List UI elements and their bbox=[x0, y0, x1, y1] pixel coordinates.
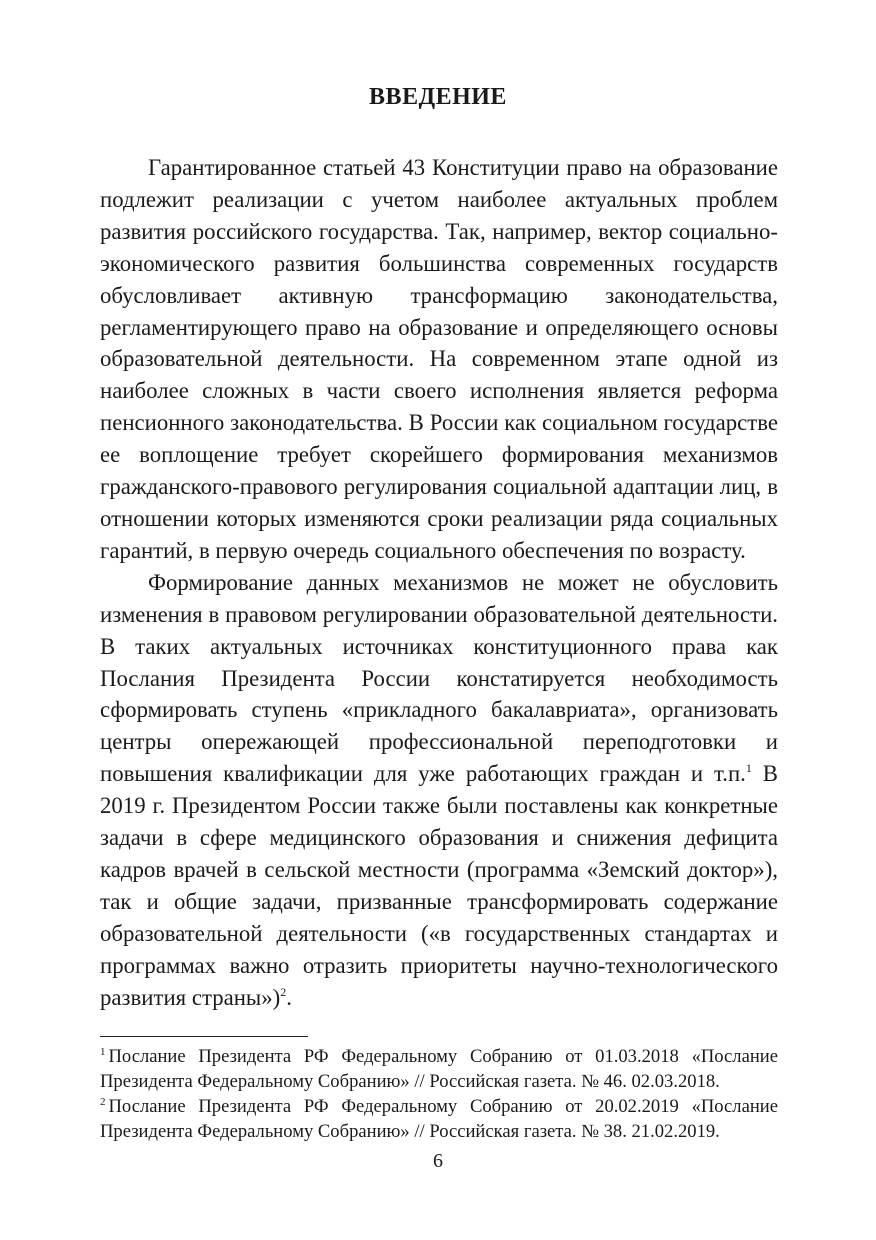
footnote-1 bbox=[100, 1044, 778, 1094]
footnote-text-1: Послание Президента РФ Федеральному Собранию от 01.03.2018 «Послание Президента Федеральному Собранию» // Российская газета. № 46. 02.03.2018. bbox=[100, 1046, 778, 1092]
paragraph-2-part-c: . bbox=[286, 984, 292, 1010]
footnotes bbox=[100, 1044, 778, 1144]
page-number: 6 bbox=[433, 1150, 443, 1172]
paragraph-1: Гарантированное статьей 43 Конституции право на образование подлежит реализации с учетом наиболее актуальных проблем развития российского государства. Так, например, вектор социально-экономического развития большинства современных государств обусловливает активную трансформацию законодательства, регламентирующего право на образование и определяющего основы образовательной деятельности. На современном этапе одной из наиболее сложных в части своего исполнения является реформа пенсионного законодательства. В России как социальном государстве ее воплощение требует скорейшего формирования механизмов гражданского-правового регулирования социальной адаптации лиц, в отношении которых изменяются сроки реализации ряда социальных гарантий, в первую очередь социального обеспечения по возрасту. bbox=[100, 155, 778, 563]
footnote-ref-1: 1 bbox=[745, 761, 752, 776]
footnote-ref-2: 2 bbox=[280, 984, 287, 999]
body-text bbox=[100, 152, 778, 1013]
footnote-separator bbox=[100, 1036, 308, 1037]
paragraph-2-part-b: В 2019 г. Президентом России также были поставлены как конкретные задачи в сфере медицинского образования и снижения дефицита кадров врачей в сельской местности (программа «Земский доктор»), так и общие задачи, призванные трансформировать содержание образовательной деятельности («в государственных стандартах и программах важно отразить приоритеты научно-технологического развития страны») bbox=[100, 761, 779, 1010]
page-title: ВВЕДЕНИЕ bbox=[369, 84, 507, 110]
footnote-text-2: Послание Президента РФ Федеральному Собранию от 20.02.2019 «Послание Президента Федеральному Собранию» // Российская газета. № 38. 21.02.2019. bbox=[100, 1096, 778, 1142]
footnote-marker-1: 1 bbox=[100, 1046, 106, 1058]
footnote-marker-2: 2 bbox=[100, 1096, 106, 1108]
paragraph-2-part-a: Формирование данных механизмов не может не обусловить изменения в правовом регулировании образовательной деятельности. В таких актуальных источниках конституционного права как Послания Президента России констатируется необходимость сформировать ступень «прикладного бакалавриата», организовать центры опережающей профессиональной переподготовки и повышения квалификации для уже работающих граждан и т.п. bbox=[100, 569, 778, 787]
footnote-2 bbox=[100, 1094, 778, 1144]
paragraph-2 bbox=[100, 567, 778, 1014]
